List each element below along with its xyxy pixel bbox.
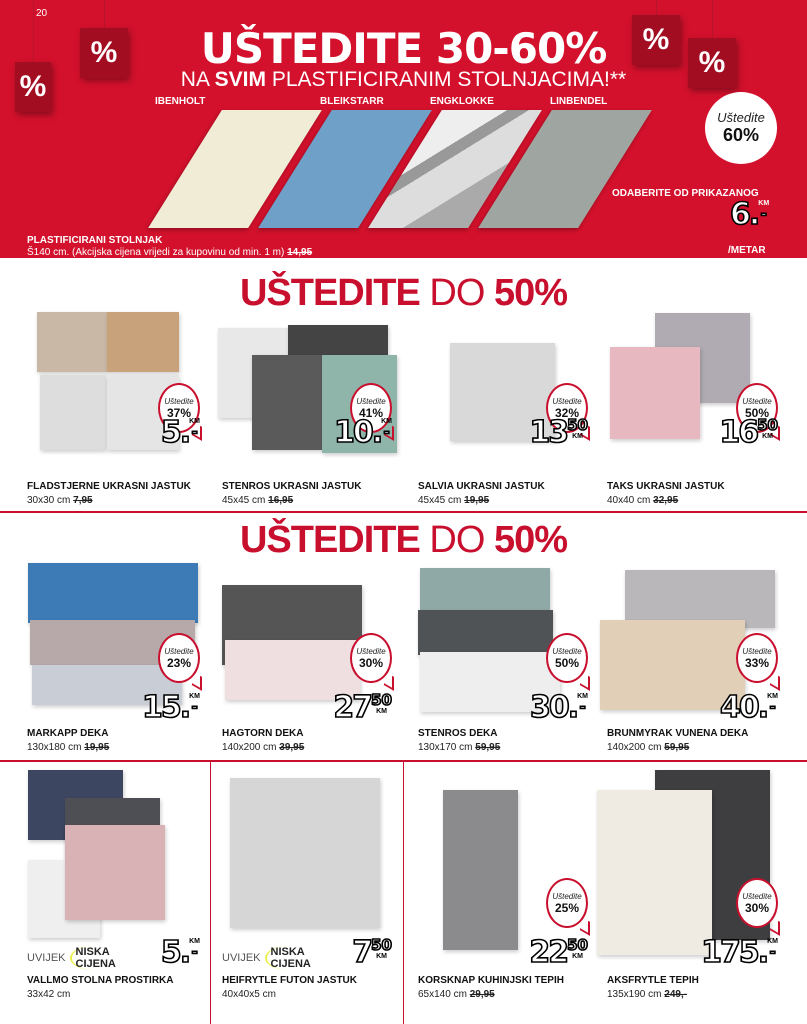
save-value: 50% [744, 405, 770, 420]
price [110, 415, 200, 450]
note-text: Š140 cm. (Akcijska cijena vrijedi za kupovinu od min. 1 m) [27, 247, 285, 258]
save-value: 50% [554, 655, 580, 670]
old-price: 59,95 [664, 742, 690, 753]
low-a: UVIJEK [222, 952, 261, 964]
price-cents-group [767, 693, 778, 715]
price [498, 415, 588, 450]
tag-string [656, 0, 657, 15]
product-name: KORSKNAP KUHINJSKI TEPIH [418, 975, 564, 986]
product-name: HAGTORN DEKA [222, 728, 304, 739]
product-name: FLADSTJERNE UKRASNI JASTUK [27, 481, 191, 492]
old-price: 29,95 [469, 989, 495, 1000]
price-main: 22 [529, 935, 568, 970]
price-cents: 50 [371, 936, 392, 954]
price-cents: - [579, 698, 586, 716]
save-value: 25% [554, 900, 580, 915]
product-size [27, 989, 70, 1000]
old-price: 16,95 [268, 495, 294, 506]
size-text: 33x42 cm [27, 989, 71, 1000]
product-name: TAKS UKRASNI JASTUK [607, 481, 725, 492]
size-text: 65x140 cm [418, 989, 467, 1000]
currency: KM [762, 433, 773, 440]
product-size [418, 495, 489, 506]
hero-banner [0, 0, 807, 258]
product-name: SALVIA UKRASNI JASTUK [418, 481, 545, 492]
product-image[interactable] [610, 347, 700, 439]
product-image[interactable] [107, 312, 179, 372]
product-size [418, 989, 495, 1000]
percent-tag-icon: % [15, 62, 51, 112]
currency: KM [189, 938, 200, 945]
size-text: 45x45 cm [418, 495, 462, 506]
price-main: 30. [529, 690, 578, 725]
choose-label: ODABERITE OD PRIKAZANOG [612, 188, 759, 199]
old-price: 59,95 [475, 742, 501, 753]
subtitle-bold: SVIM [214, 68, 266, 91]
product-name: HEIFRYTLE FUTON JASTUK [222, 975, 358, 986]
currency: KM [381, 418, 392, 425]
variant-label: ENGKLOKKE [430, 96, 494, 107]
product-size [222, 495, 293, 506]
column-divider [403, 762, 404, 1024]
title-pct: 50% [493, 519, 568, 561]
always-low-price-logo [222, 946, 311, 970]
divider [0, 511, 807, 513]
price-main: 7 [352, 935, 372, 970]
price-cents-group [767, 938, 778, 960]
old-price: 39,95 [279, 742, 305, 753]
price [688, 415, 778, 450]
price [498, 935, 588, 970]
size-text: 140x200 cm [222, 742, 277, 753]
product-image[interactable] [418, 610, 553, 655]
save-label: Uštedite [356, 396, 386, 406]
price-main: 10. [333, 415, 382, 450]
price-cents-group [757, 418, 778, 440]
price-main: 5. [160, 935, 190, 970]
product-name: STENROS UKRASNI JASTUK [222, 481, 362, 492]
price-unit: /METAR [728, 245, 766, 256]
hero-product-name: PLASTIFICIRANI STOLNJAK [27, 235, 163, 246]
size-text: 140x200 cm [607, 742, 662, 753]
hero-title: UŠTEDITE 30-60% [200, 24, 607, 73]
product-image[interactable] [40, 375, 106, 450]
save-value: 30% [744, 900, 770, 915]
save-label: Uštedite [164, 646, 194, 656]
old-price: 19,95 [84, 742, 110, 753]
old-price: 32,95 [653, 495, 679, 506]
size-text: 45x45 cm [222, 495, 266, 506]
save-label: Uštedite [552, 646, 582, 656]
save-badge [158, 633, 200, 683]
percent-tag-icon: % [688, 38, 736, 88]
size-text: 135x190 cm [607, 989, 662, 1000]
price-cents: 50 [567, 936, 588, 954]
low-b: NISKA CIJENA [70, 946, 116, 970]
product-image[interactable] [597, 790, 712, 955]
price-main: 15. [141, 690, 190, 725]
product-size [27, 495, 93, 506]
product-name: AKSFRYTLE TEPIH [607, 975, 699, 986]
price-cents: - [191, 943, 198, 961]
title-bold: UŠTEDITE [239, 519, 420, 561]
price-cents-group [371, 938, 392, 960]
price-cents-group [567, 418, 588, 440]
product-size [607, 989, 687, 1000]
column-divider [210, 762, 211, 1024]
percent-tag-icon: % [80, 28, 128, 78]
price-main: 27 [333, 690, 372, 725]
product-image[interactable] [37, 312, 107, 372]
price-cents: - [191, 698, 198, 716]
subtitle-post: PLASTIFICIRANIM STOLNJACIMA!** [271, 68, 627, 91]
low-b: NISKA CIJENA [265, 946, 311, 970]
price-cents: - [760, 205, 767, 223]
hero-product-note [27, 247, 312, 258]
size-text: 130x180 cm [27, 742, 82, 753]
price-cents: 50 [567, 416, 588, 434]
subtitle-pre: NA [180, 68, 209, 91]
variant-label: IBENHOLT [155, 96, 206, 107]
section-title-blankets [0, 519, 807, 562]
price [302, 415, 392, 450]
price [110, 935, 200, 970]
title-normal: DO [429, 519, 485, 561]
size-text: 40x40 cm [607, 495, 651, 506]
title-bold: UŠTEDITE [239, 272, 420, 314]
product-size [27, 742, 109, 753]
save-value: 32% [554, 405, 580, 420]
price-cents-group [567, 938, 588, 960]
variant-label: LINBENDEL [550, 96, 608, 107]
currency: KM [767, 693, 778, 700]
save-badge [736, 878, 778, 928]
save-label: Uštedite [717, 110, 765, 125]
product-name: BRUNMYRAK VUNENA DEKA [607, 728, 749, 739]
always-low-price-logo [27, 946, 116, 970]
product-size [607, 742, 689, 753]
product-size [607, 495, 678, 506]
product-image[interactable] [230, 778, 380, 928]
price-cents: - [191, 423, 198, 441]
old-price: 7,95 [73, 495, 93, 506]
save-value: 33% [744, 655, 770, 670]
save-badge [546, 878, 588, 928]
price [302, 690, 392, 725]
currency: KM [572, 953, 583, 960]
save-label: Uštedite [552, 891, 582, 901]
product-size [222, 989, 276, 1000]
currency: KM [577, 693, 588, 700]
product-name: MARKAPP DEKA [27, 728, 109, 739]
low-a: UVIJEK [27, 952, 66, 964]
price-cents-group [371, 693, 392, 715]
price-cents: 50 [757, 416, 778, 434]
save-value: 60% [722, 125, 760, 145]
old-price: 249,- [664, 989, 688, 1000]
save-label: Uštedite [742, 891, 772, 901]
price [688, 935, 778, 970]
currency: KM [189, 693, 200, 700]
price-cents-group [577, 693, 588, 715]
price-cents-group [189, 938, 200, 960]
price-cents: 50 [371, 691, 392, 709]
size-text: 30x30 cm [27, 495, 71, 506]
price [110, 690, 200, 725]
product-image[interactable] [28, 563, 198, 623]
save-badge [546, 633, 588, 683]
currency: KM [572, 433, 583, 440]
price-cents-group [381, 418, 392, 440]
size-text: 40x40x5 cm [222, 989, 276, 1000]
product-name: STENROS DEKA [418, 728, 498, 739]
percent-tag-icon: % [632, 15, 680, 65]
price-main: 175. [701, 935, 768, 970]
price-main: 6. [730, 197, 759, 232]
old-price: 19,95 [464, 495, 490, 506]
title-pct: 50% [493, 272, 568, 314]
save-label: Uštedite [164, 396, 194, 406]
currency: KM [376, 708, 387, 715]
variant-label: BLEIKSTARR [320, 96, 384, 107]
product-image[interactable] [443, 790, 518, 950]
price-main: 5. [160, 415, 190, 450]
price-cents-group [189, 693, 200, 715]
save-badge [350, 633, 392, 683]
save-label: Uštedite [552, 396, 582, 406]
price [498, 690, 588, 725]
price-main: 40. [719, 690, 768, 725]
section-title-cushions [0, 272, 807, 315]
price [688, 690, 778, 725]
price-cents-group [189, 418, 200, 440]
save-value: 23% [166, 655, 192, 670]
price-main: 13 [529, 415, 568, 450]
product-size [222, 742, 304, 753]
price-cents: - [383, 423, 390, 441]
price-cents: - [769, 698, 776, 716]
save-value: 37% [166, 405, 192, 420]
currency: KM [767, 938, 778, 945]
hero-price [730, 197, 770, 232]
price-main: 16 [719, 415, 758, 450]
old-price: 14,95 [287, 247, 313, 258]
currency: KM [376, 953, 387, 960]
currency: KM [189, 418, 200, 425]
page-number: 20 [36, 8, 48, 19]
save-value: 30% [358, 655, 384, 670]
price [302, 935, 392, 970]
save-badge [705, 92, 777, 164]
size-text: 130x170 cm [418, 742, 473, 753]
currency: KM [758, 200, 770, 207]
save-label: Uštedite [742, 646, 772, 656]
save-badge [736, 633, 778, 683]
price-cents: - [769, 943, 776, 961]
product-size [418, 742, 500, 753]
title-normal: DO [429, 272, 485, 314]
hero-subtitle [0, 68, 807, 92]
save-value: 41% [358, 405, 384, 420]
save-label: Uštedite [742, 396, 772, 406]
product-name: VALLMO STOLNA PROSTIRKA [27, 975, 174, 986]
product-image[interactable] [65, 825, 165, 920]
save-label: Uštedite [356, 646, 386, 656]
